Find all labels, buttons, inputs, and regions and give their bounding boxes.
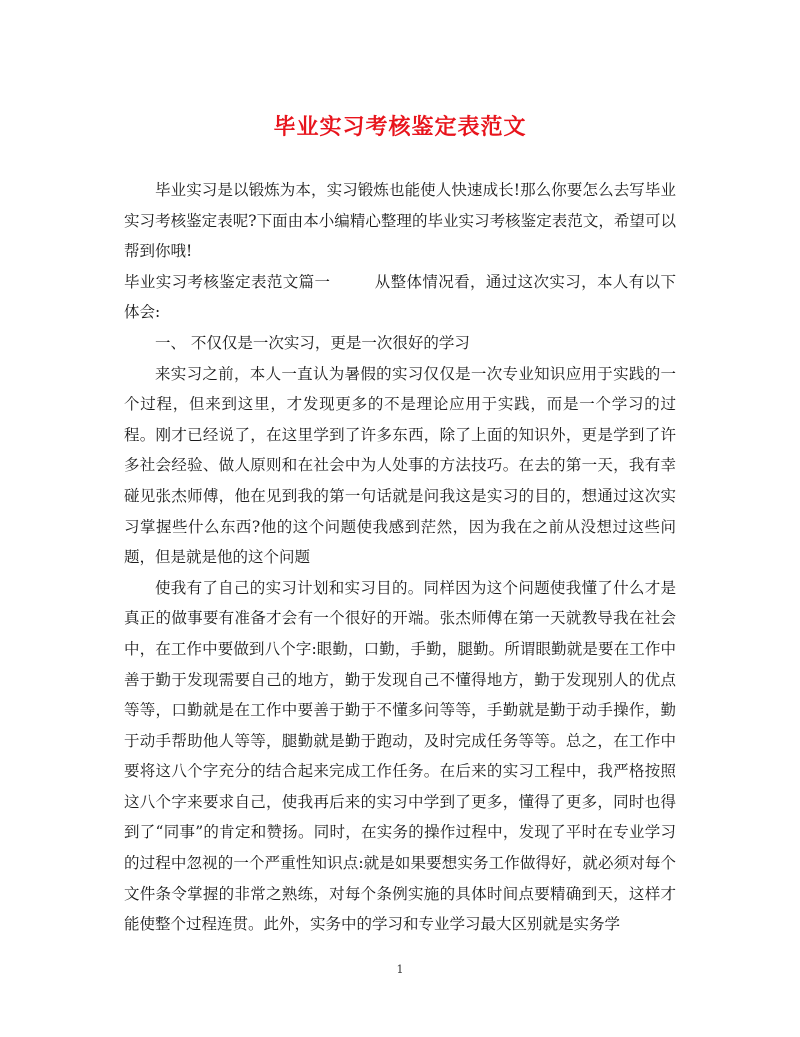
body-paragraph-1: 来实习之前，本人一直认为暑假的实习仅仅是一次专业知识应用于实践的一个过程，但来到这里，才发现更多的不是理论应用于实践，而是一个学习的过程。刚才已经说了，在这里学到了许多东西，除了上面的知识外，更是学到了许多社会经验、做人原则和在社会中为人处事的方法技巧。在去的第一天，我有幸碰见张杰师傅，他在见到我的第一句话就是问我这是实习的目的，想通过这次实习掌握些什么东西?他的这个问题使我感到茫然，因为我在之前从没想过这些问题，但是就是他的这个问题 — [124, 364, 676, 567]
intro-paragraph: 毕业实习是以锻炼为本，实习锻炼也能使人快速成长!那么你要怎么去写毕业实习考核鉴定表呢?下面由本小编精心整理的毕业实习考核鉴定表范文，希望可以帮到你哦! — [124, 181, 676, 261]
body-paragraph-2: 使我有了自己的实习计划和实习目的。同样因为这个问题使我懂了什么才是真正的做事要有准备才会有一个很好的开端。张杰师傅在第一天就教导我在社会中，在工作中要做到八个字:眼勤，口勤，手勤，腿勤。所谓眼勤就是要在工作中善于勤于发现需要自己的地方，勤于发现自己不懂得地方，勤于发现别人的优点等等，口勤就是在工作中要善于勤于不懂多问等等，手勤就是勤于动手操作，勤于动手帮助他人等等，腿勤就是勤于跑动，及时完成任务等等。总之，在工作中要将这八个字充分的结合起来完成工作任务。在后来的实习工程中，我严格按照这八个字来要求自己，使我再后来的实习中学到了更多，懂得了更多，同时也得到了“同事”的肯定和赞扬。同时，在实务的操作过程中，发现了平时在专业学习的过程中忽视的一个严重性知识点:就是如果要想实务工作做得好，就必须对每个文件条令掌握的非常之熟练，对每个条例实施的具体时间点要精确到天，这样才能使整个过程连贯。此外，实务中的学习和专业学习最大区别就是实务学 — [124, 578, 676, 934]
section-heading-line — [124, 267, 676, 328]
document-title: 毕业实习考核鉴定表范文 — [273, 114, 527, 140]
section-lead: 从整体情况看，通过这次实习，本人有以下体会: — [124, 272, 676, 322]
section-heading: 毕业实习考核鉴定表范文篇一 — [124, 272, 331, 291]
page-number: 1 — [396, 963, 404, 976]
document-body — [124, 175, 676, 940]
point-one: 一、 不仅仅是一次实习，更是一次很好的学习 — [155, 333, 470, 352]
